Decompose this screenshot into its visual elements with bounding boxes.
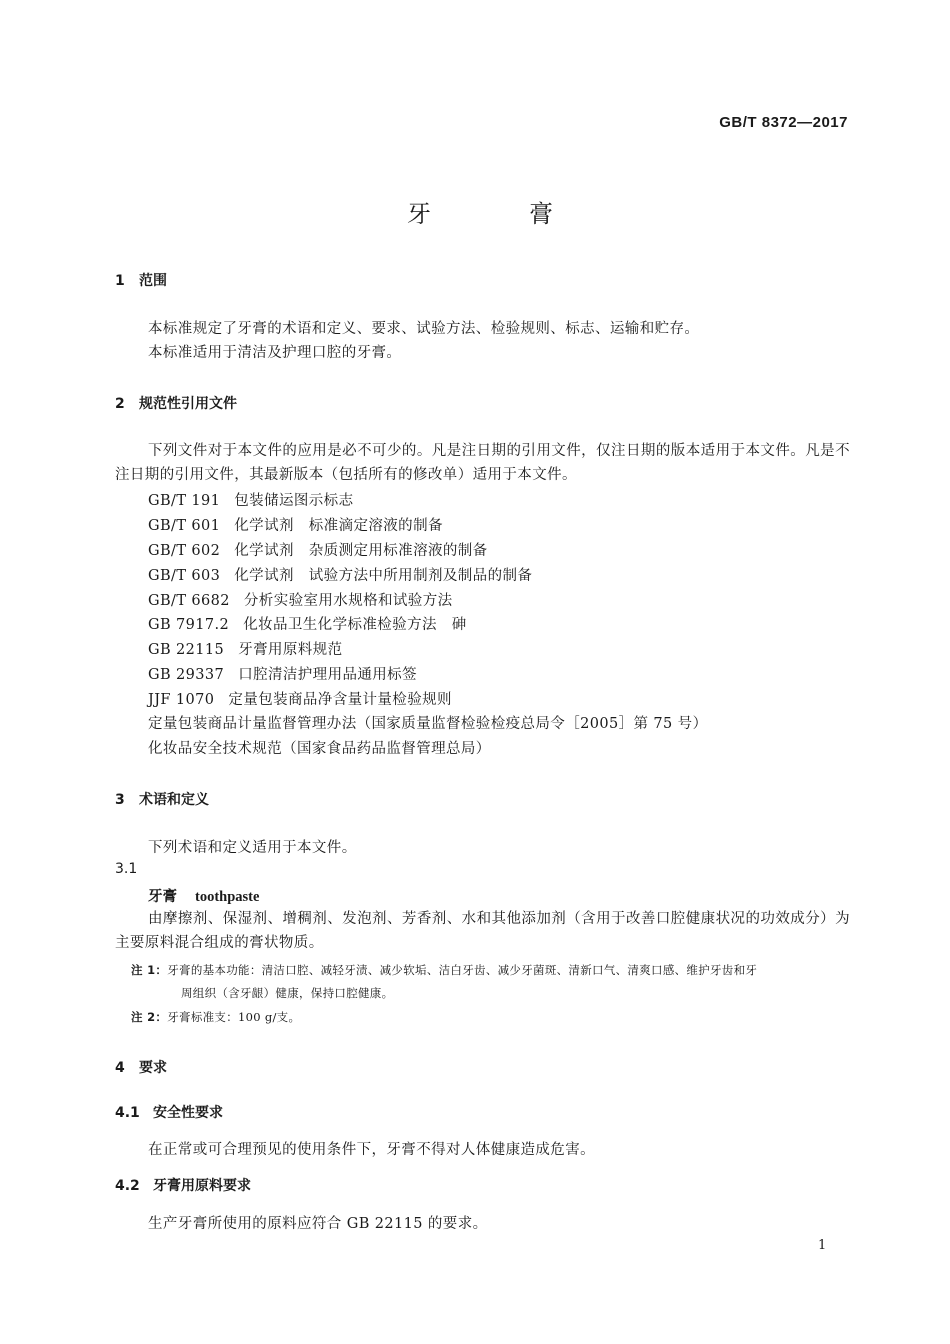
reference-item bbox=[148, 589, 453, 610]
standard-number: GB/T 8372—2017 bbox=[719, 114, 848, 131]
reference-code: JJF 1070 bbox=[148, 692, 215, 708]
definition-text: 由摩擦剂、保湿剂、增稠剂、发泡剂、芳香剂、水和其他添加剂（含用于改善口腔健康状况的功效成分）为主要原料混合组成的膏状物质。 bbox=[115, 911, 850, 951]
term-chinese: 牙膏 bbox=[148, 888, 177, 905]
section-title: 范围 bbox=[139, 273, 167, 289]
reference-code: GB 22115 bbox=[148, 642, 225, 658]
note-text: 牙膏的基本功能：清洁口腔、减轻牙渍、减少软垢、洁白牙齿、减少牙菌斑、清新口气、清爽口感、维护牙齿和牙 bbox=[167, 963, 758, 977]
reference-item bbox=[148, 688, 452, 709]
page-title-char-1: 牙 bbox=[407, 200, 431, 228]
paragraph: 本标准适用于清洁及护理口腔的牙膏。 bbox=[148, 345, 402, 361]
paragraph bbox=[115, 439, 850, 487]
section-title: 要求 bbox=[139, 1060, 167, 1076]
section-number: 1 bbox=[115, 273, 125, 289]
term-english: toothpaste bbox=[195, 889, 260, 905]
reference-item bbox=[148, 638, 343, 659]
reference-title: 口腔清洁护理用品通用标签 bbox=[238, 667, 417, 683]
reference-item: 定量包装商品计量监督管理办法（国家质量监督检验检疫总局令［2005］第 75 号） bbox=[148, 716, 708, 732]
paragraph: 在正常或可合理预见的使用条件下，牙膏不得对人体健康造成危害。 bbox=[148, 1142, 595, 1158]
reference-title: 化学试剂 标准滴定溶液的制备 bbox=[234, 518, 443, 534]
section-number: 4.2 bbox=[115, 1178, 140, 1194]
note-2 bbox=[131, 1009, 300, 1025]
section-title: 规范性引用文件 bbox=[139, 396, 237, 412]
term-definition bbox=[115, 907, 850, 955]
paragraph-text: 下列文件对于本文件的应用是必不可少的。凡是注日期的引用文件，仅注日期的版本适用于本文件。凡是不注日期的引用文件，其最新版本（包括所有的修改单）适用于本文件。 bbox=[115, 443, 850, 483]
page-title-char-2: 膏 bbox=[529, 200, 553, 228]
note-1-continued: 周组织（含牙龈）健康，保持口腔健康。 bbox=[181, 986, 394, 1000]
paragraph: 下列术语和定义适用于本文件。 bbox=[148, 840, 357, 856]
reference-item bbox=[148, 539, 488, 560]
reference-code: GB/T 6682 bbox=[148, 593, 230, 609]
note-label: 注 1： bbox=[131, 963, 168, 977]
reference-code: GB 29337 bbox=[148, 667, 225, 683]
section-title: 安全性要求 bbox=[153, 1105, 223, 1121]
reference-code: GB/T 602 bbox=[148, 543, 221, 559]
subsection-heading-4-1 bbox=[115, 1102, 223, 1122]
reference-code: GB/T 191 bbox=[148, 493, 221, 509]
section-number: 2 bbox=[115, 396, 125, 412]
reference-item: 化妆品安全技术规范（国家食品药品监督管理总局） bbox=[148, 741, 491, 757]
paragraph: 本标准规定了牙膏的术语和定义、要求、试验方法、检验规则、标志、运输和贮存。 bbox=[148, 321, 700, 337]
subsection-heading-4-2 bbox=[115, 1175, 251, 1195]
note-1 bbox=[131, 962, 757, 978]
section-title: 术语和定义 bbox=[139, 792, 209, 808]
page-number: 1 bbox=[818, 1238, 827, 1253]
reference-title: 化学试剂 试验方法中所用制剂及制品的制备 bbox=[234, 568, 533, 584]
paragraph: 生产牙膏所使用的原料应符合 GB 22115 的要求。 bbox=[148, 1216, 488, 1232]
reference-title: 化妆品卫生化学标准检验方法 砷 bbox=[243, 617, 467, 633]
reference-title: 分析实验室用水规格和试验方法 bbox=[243, 593, 453, 609]
term-entry bbox=[148, 885, 259, 906]
reference-code: GB 7917.2 bbox=[148, 617, 230, 633]
section-title: 牙膏用原料要求 bbox=[153, 1178, 251, 1194]
reference-code: GB/T 601 bbox=[148, 518, 221, 534]
reference-item bbox=[148, 514, 443, 535]
section-heading-3 bbox=[115, 789, 209, 809]
subsection-number: 3.1 bbox=[115, 861, 138, 877]
note-text: 牙膏标准支：100 g/支。 bbox=[167, 1010, 301, 1024]
reference-title: 定量包装商品净含量计量检验规则 bbox=[228, 692, 452, 708]
section-number: 4 bbox=[115, 1060, 125, 1076]
section-heading-4 bbox=[115, 1057, 167, 1077]
section-heading-1 bbox=[115, 270, 167, 290]
section-number: 4.1 bbox=[115, 1105, 140, 1121]
section-number: 3 bbox=[115, 792, 125, 808]
reference-code: GB/T 603 bbox=[148, 568, 221, 584]
reference-item bbox=[148, 663, 417, 684]
reference-title: 牙膏用原料规范 bbox=[238, 642, 343, 658]
reference-item bbox=[148, 564, 532, 585]
reference-item bbox=[148, 489, 353, 510]
section-heading-2 bbox=[115, 393, 237, 413]
reference-title: 化学试剂 杂质测定用标准溶液的制备 bbox=[234, 543, 488, 559]
reference-title: 包装储运图示标志 bbox=[234, 493, 354, 509]
note-label: 注 2： bbox=[131, 1010, 168, 1024]
reference-item bbox=[148, 613, 467, 634]
